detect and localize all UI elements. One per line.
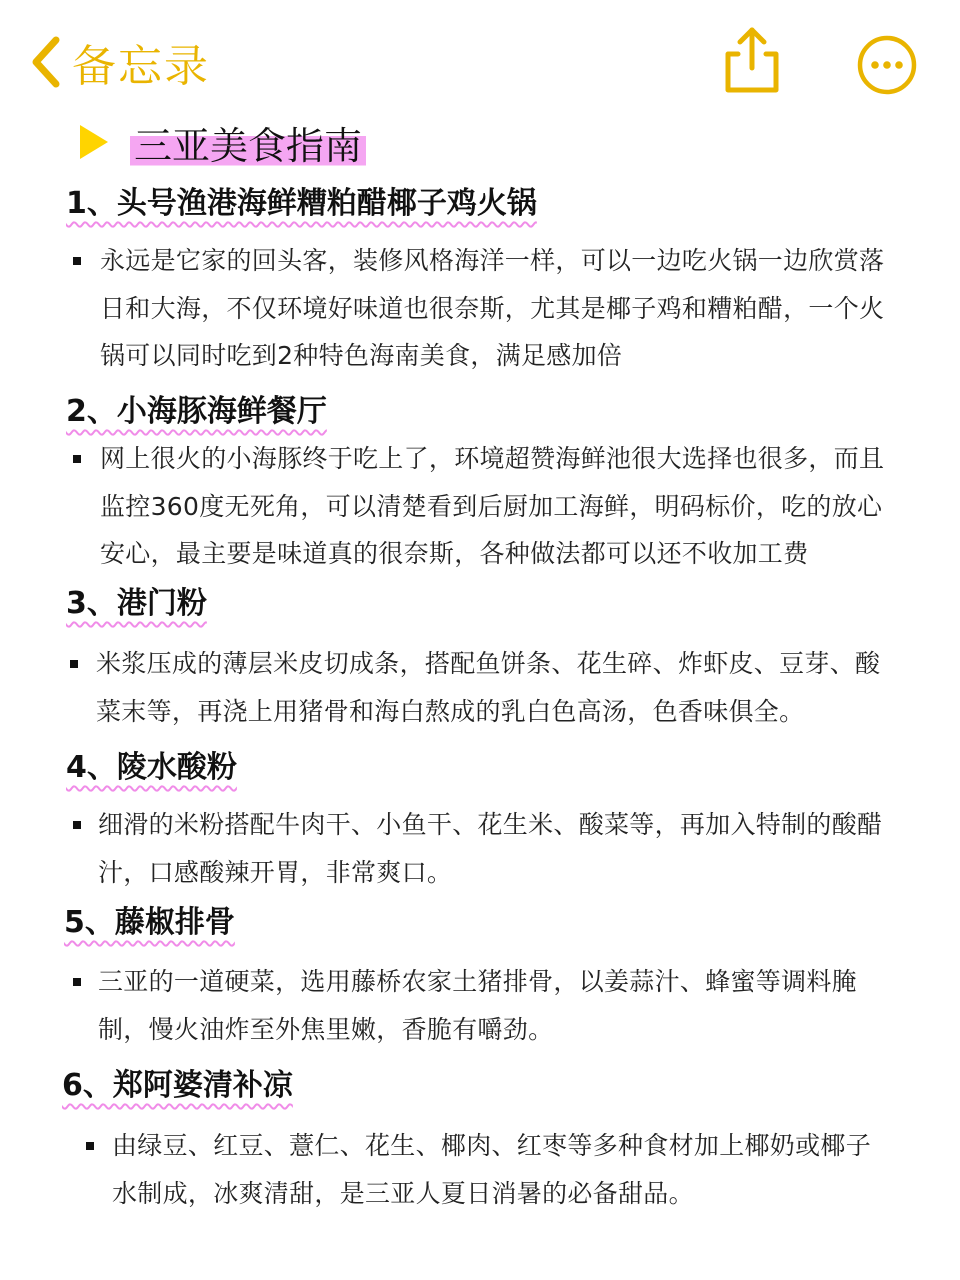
bullet-icon	[73, 821, 81, 829]
back-button[interactable]	[30, 30, 210, 94]
note-title-row	[80, 112, 366, 172]
note-toolbar	[0, 0, 960, 120]
section-heading-text: 5、藤椒排骨	[64, 905, 235, 940]
play-icon	[80, 125, 108, 159]
page-title: 三亚美食指南	[130, 115, 366, 170]
section-heading-text: 2、小海豚海鲜餐厅	[66, 394, 327, 429]
section-heading	[66, 392, 327, 432]
bullet-icon	[73, 257, 81, 265]
back-label: 备忘录	[72, 41, 210, 92]
section-heading	[66, 584, 207, 624]
section-text: 永远是它家的回头客，装修风格海洋一样，可以一边吃火锅一边欣赏落日和大海，不仅环境好味道也很奈斯，尤其是椰子鸡和糟粕醋，一个火锅可以同时吃到2种特色海南美食，满足感加倍	[100, 246, 885, 370]
section-text: 细滑的米粉搭配牛肉干、小鱼干、花生米、酸菜等，再加入特制的酸醋汁，口感酸辣开胃，非常爽口。	[98, 810, 883, 887]
bullet-icon	[73, 455, 81, 463]
section-text: 网上很火的小海豚终于吃上了，环境超赞海鲜池很大选择也很多，而且监控360度无死角，可以清楚看到后厨加工海鲜，明码标价，吃的放心安心，最主要是味道真的很奈斯，各种做法都可以还不收加工费	[100, 444, 885, 568]
bullet-icon	[70, 660, 78, 668]
section-heading	[66, 184, 537, 224]
section-heading-text: 6、郑阿婆清补凉	[62, 1068, 293, 1103]
section-text: 米浆压成的薄层米皮切成条，搭配鱼饼条、花生碎、炸虾皮、豆芽、酸菜末等，再浇上用猪骨和海白熬成的乳白色高汤，色香味俱全。	[96, 649, 881, 726]
more-icon[interactable]	[856, 34, 918, 96]
section-heading-text: 3、港门粉	[66, 586, 207, 621]
section-heading	[64, 903, 235, 943]
section-heading	[62, 1066, 293, 1106]
section-text: 由绿豆、红豆、薏仁、花生、椰肉、红枣等多种食材加上椰奶或椰子水制成，冰爽清甜，是三亚人夏日消暑的必备甜品。	[112, 1131, 872, 1208]
section-text: 三亚的一道硬菜，选用藤桥农家土猪排骨，以姜蒜汁、蜂蜜等调料腌制，慢火油炸至外焦里嫩，香脆有嚼劲。	[98, 967, 858, 1044]
share-icon[interactable]	[722, 24, 782, 96]
section-heading-text: 4、陵水酸粉	[66, 750, 237, 785]
section-heading	[66, 748, 237, 788]
bullet-icon	[73, 978, 81, 986]
bullet-icon	[86, 1142, 94, 1150]
chevron-left-icon	[30, 36, 60, 88]
section-heading-text: 1、头号渔港海鲜糟粕醋椰子鸡火锅	[66, 186, 537, 221]
